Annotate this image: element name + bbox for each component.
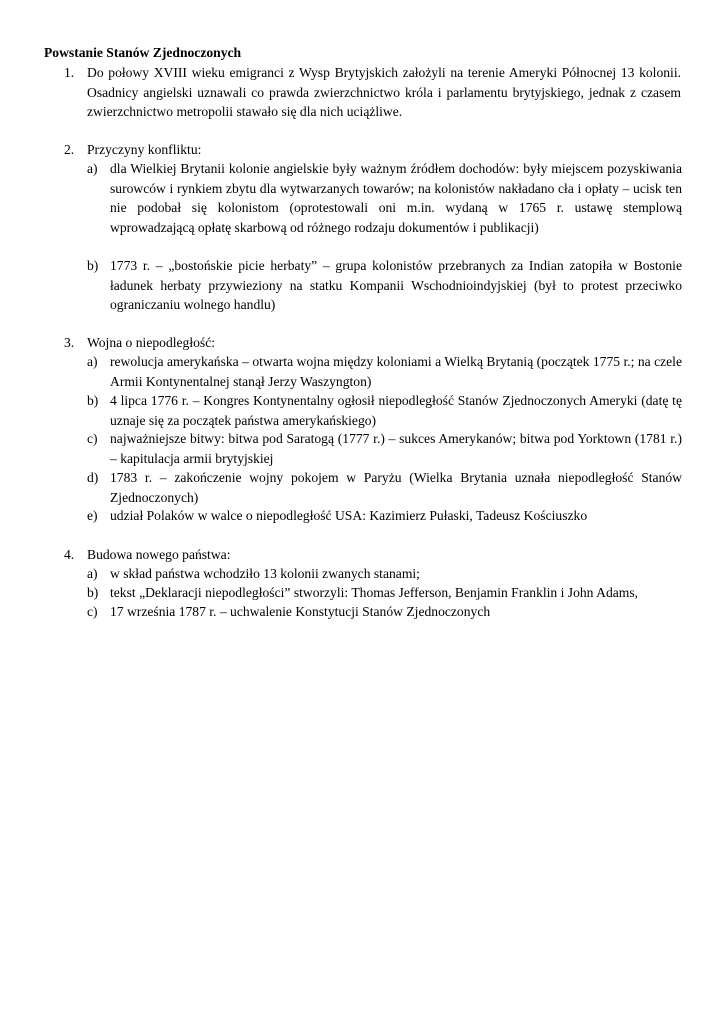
item-text: najważniejsze bitwy: bitwa pod Saratogą (1777 r.) – sukces Amerykanów; bitwa pod Yorktown (1781 r.) – kapitulacja armii brytyjskiej xyxy=(110,431,682,466)
section-number: 2. xyxy=(64,142,75,157)
item-letter: a) xyxy=(87,354,98,369)
item-text: tekst „Deklaracji niepodległości” stworzyli: Thomas Jefferson, Benjamin Franklin i John Adams, xyxy=(110,585,639,600)
item-text: udział Polaków w walce o niepodległość USA: Kazimierz Pułaski, Tadeusz Kościuszko xyxy=(110,508,588,523)
item-text: 4 lipca 1776 r. – Kongres Kontynentalny ogłosił niepodległość Stanów Zjednoczonych Ameryki (datę tę uznaje się za początek państwa amerykańskiego) xyxy=(110,393,682,428)
item-text: 1783 r. – zakończenie wojny pokojem w Paryżu (Wielka Brytania uznała niepodległość Stanów Zjednoczonych) xyxy=(110,470,682,505)
item-text: 1773 r. – „bostońskie picie herbaty” – grupa kolonistów przebranych za Indian zatopiła w Bostonie ładunek herbaty przywieziony na statku Kompanii Wschodnioindyjskiej (był to protest przeciwko ograniczaniu wolnego handlu) xyxy=(110,258,682,313)
section-number: 1. xyxy=(64,65,75,80)
item-letter: b) xyxy=(87,585,99,600)
section-text: Do połowy XVIII wieku emigranci z Wysp Brytyjskich założyli na terenie Ameryki Północnej 13 kolonii. Osadnicy angielski uznawali co prawda zwierzchnictwo króla i parlamentu brytyjskiego, jednak z czasem zwierzchnictwo metropolii stawało się dla nich uciążliwe. xyxy=(87,65,681,120)
item-letter: a) xyxy=(87,161,98,176)
item-text: 17 września 1787 r. – uchwalenie Konstytucji Stanów Zjednoczonych xyxy=(110,604,491,619)
item-letter: d) xyxy=(87,470,99,485)
item-text: dla Wielkiej Brytanii kolonie angielskie były ważnym źródłem dochodów: były miejscem pozyskiwania surowców i rynkiem zbytu dla wytwarzanych towarów; na kolonistów nakładano cła i opłaty – ucisk ten nie podobał się kolonistom (oprotestowali oni m.in. wydaną w 1765 r. ustawę stemplową wprowadzającą opłatę skarbową od różnego rodzaju dokumentów i publikacji) xyxy=(110,161,682,235)
section-heading: Przyczyny konfliktu: xyxy=(87,142,202,157)
section-number: 4. xyxy=(64,547,75,562)
item-letter: c) xyxy=(87,431,98,446)
item-letter: b) xyxy=(87,258,99,273)
item-text: rewolucja amerykańska – otwarta wojna między koloniami a Wielką Brytanią (początek 1775 r.; na czele Armii Kontynentalnej stanął Jerzy Waszyngton) xyxy=(110,354,682,389)
item-text: w skład państwa wchodziło 13 kolonii zwanych stanami; xyxy=(110,566,420,581)
item-letter: c) xyxy=(87,604,98,619)
document-title: Powstanie Stanów Zjednoczonych xyxy=(44,45,242,60)
section-heading: Budowa nowego państwa: xyxy=(87,547,231,562)
section-number: 3. xyxy=(64,335,75,350)
item-letter: e) xyxy=(87,508,98,523)
section-heading: Wojna o niepodległość: xyxy=(87,335,216,350)
item-letter: a) xyxy=(87,566,98,581)
item-letter: b) xyxy=(87,393,99,408)
